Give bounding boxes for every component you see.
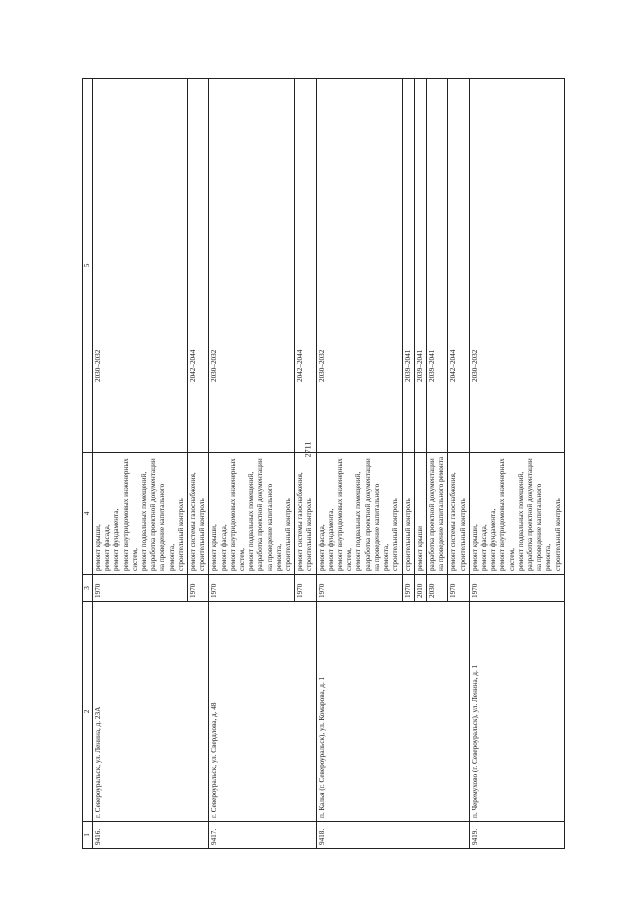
header-row [83,79,93,849]
commission-year: 1970 [188,575,209,602]
commission-year: 1970 [469,575,564,602]
column-header: 5 [83,79,93,453]
rotated-table-sheet [82,79,602,849]
commission-year: 1970 [402,575,414,602]
table-row [316,79,402,849]
table-row [469,79,564,849]
repair-period: 2039–2041 [402,79,414,453]
commission-year: 1970 [209,575,295,602]
record-address: г. Североуральск, ул. Свердлова, д. 48 [209,602,316,822]
record-number: 9419. [469,822,564,849]
column-header: 4 [83,453,93,575]
repair-schedule-table [82,78,565,849]
work-types: ремонт крыши, ремонт фасада, ремонт фундамента, ремонт внутридомовых инженерных систем, ремонт подвальных помещений, разработка проектной документации на проведение капитального ремонта, строительный контроль [469,453,564,575]
commission-year: 1970 [316,575,402,602]
repair-period: 2039–2041 [414,79,426,453]
work-types: ремонт крыши [414,453,426,575]
table-row [209,79,295,849]
record-address: п. Черемухово (г. Североуральск), ул. Ленина, д. 1 [469,602,564,822]
page-number: 2711 [303,441,313,458]
column-header: 3 [83,575,93,602]
repair-period: 2042–2044 [295,79,316,453]
column-header: 1 [83,822,93,849]
record-address: п. Калья (г. Североуральск), ул. Комарова, д. 1 [316,602,469,822]
work-types: ремонт крыши, ремонт фасада, ремонт внутридомовых инженерных систем, ремонт подвальных помещений, разработка проектной документации на проведение капитального ремонта, строительный контроль [209,453,295,575]
record-number: 9417. [209,822,316,849]
commission-year: 1970 [93,575,188,602]
table-body [93,79,565,849]
work-types: ремонт системы газоснабжения, строительный контроль [448,453,469,575]
work-types: ремонт фасада, ремонт фундамента, ремонт внутридомовых инженерных систем, ремонт подвальных помещений, разработка проектной документации на проведение капитального ремонта, строительный контроль [316,453,402,575]
work-types: строительный контроль [402,453,414,575]
work-types: ремонт крыши, ремонт фасада, ремонт фундамента, ремонт внутридомовых инженерных систем, ремонт подвальных помещений, разработка проектной документации на проведение капитального ремонта, строительный контроль [93,453,188,575]
record-address: г. Североуральск, ул. Ленина, д. 23А [93,602,209,822]
column-header: 2 [83,602,93,822]
table-row [93,79,188,849]
commission-year: 2010 [414,575,426,602]
repair-period: 2042–2044 [188,79,209,453]
repair-period: 2039–2041 [426,79,447,453]
record-number: 9416. [93,822,209,849]
repair-period: 2042–2044 [448,79,469,453]
work-types: ремонт системы газоснабжения, строительный контроль [295,453,316,575]
repair-period: 2030–2032 [469,79,564,453]
commission-year: 2030 [426,575,447,602]
repair-period: 2030–2032 [93,79,188,453]
work-types: разработка проектной документации на проведение капитального ремонта [426,453,447,575]
commission-year: 1970 [295,575,316,602]
repair-period: 2030–2032 [316,79,402,453]
record-number: 9418. [316,822,469,849]
work-types: ремонт системы газоснабжения, строительный контроль [188,453,209,575]
repair-period: 2030–2032 [209,79,295,453]
commission-year: 1970 [448,575,469,602]
